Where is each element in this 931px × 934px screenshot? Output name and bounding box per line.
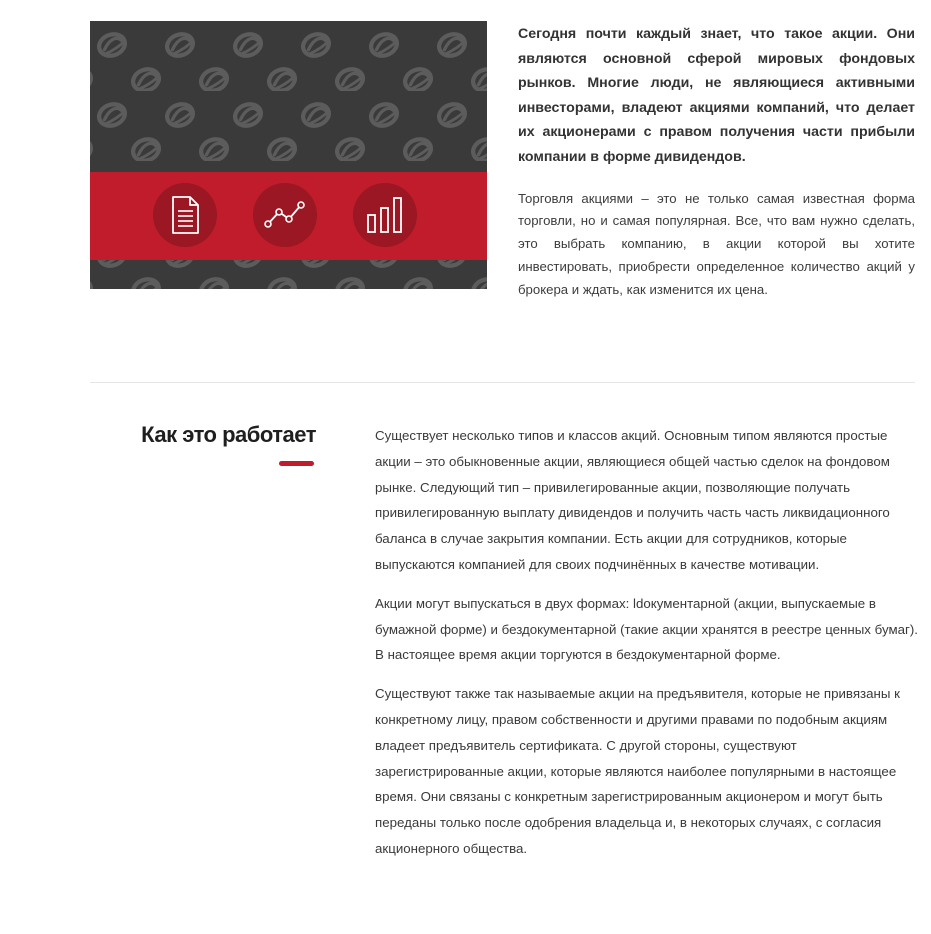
intro-text: Торговля акциями – это не только самая известная форма торговли, но и самая популярная. Все, что вам нужно сделать, это выбрать компанию, в акции которой вы хотите инвестировать, приобрести определенное количество акций у брокера и ждать, как изменится их цена. [518, 190, 915, 297]
line-chart-icon [263, 198, 307, 232]
paragraph-types: Существует несколько типов и классов акций. Основным типом являются простые акции – это обыкновенные акции, являющиеся общей частью сделок на фондовом рынке. Следующий тип – привилегированные акции, позволяющие получать привилегированную выплату дивидендов и получить часть часть ликвидационного баланса в случае закрытия компании. Есть акции для сотрудников, которые выпускаются компанией для своих подчинённых в качестве мотивации. [375, 428, 890, 572]
paragraph-bearer: Существуют также так называемые акции на предъявителя, которые не привязаны к конкретному лицу, правом собственности и другими правами по подобным акциям владеет предъявитель сертификата. С другой стороны, существуют зарегистрированные акции, которые являются наиболее популярными в настоящее время. Они связаны с конкретным зарегистрированным акционером и могут быть переданы только после одобрения владельца и, в некоторых случаях, с согласия акционерного общества. [375, 686, 900, 856]
document-icon [168, 195, 202, 235]
title-underline [279, 461, 314, 466]
line-chart-icon-circle [253, 183, 317, 247]
bar-chart-icon-circle [353, 183, 417, 247]
section-content [375, 423, 920, 875]
intro-block [518, 22, 915, 302]
section-divider [90, 382, 915, 383]
section-title: Как это работает [141, 422, 316, 447]
intro-lead: Сегодня почти каждый знает, что такое акции. Они являются основной сферой мировых фондовых рынков. Многие люди, не являющиеся активными инвесторами, владеют акциями компаний, что делает их акционерами с правом получения части прибыли компании в форме дивидендов. [518, 26, 915, 165]
red-band [90, 172, 487, 260]
bar-chart-icon [365, 195, 405, 235]
hero-image [90, 21, 487, 289]
document-icon-circle [153, 183, 217, 247]
paragraph-forms: Акции могут выпускаться в двух формах: ldокументарной (акции, выпускаемые в бумажной форме) и бездокументарной (такие акции хранятся в реестре ценных бумаг). В настоящее время акции торгуются в бездокументарной форме. [375, 595, 918, 663]
